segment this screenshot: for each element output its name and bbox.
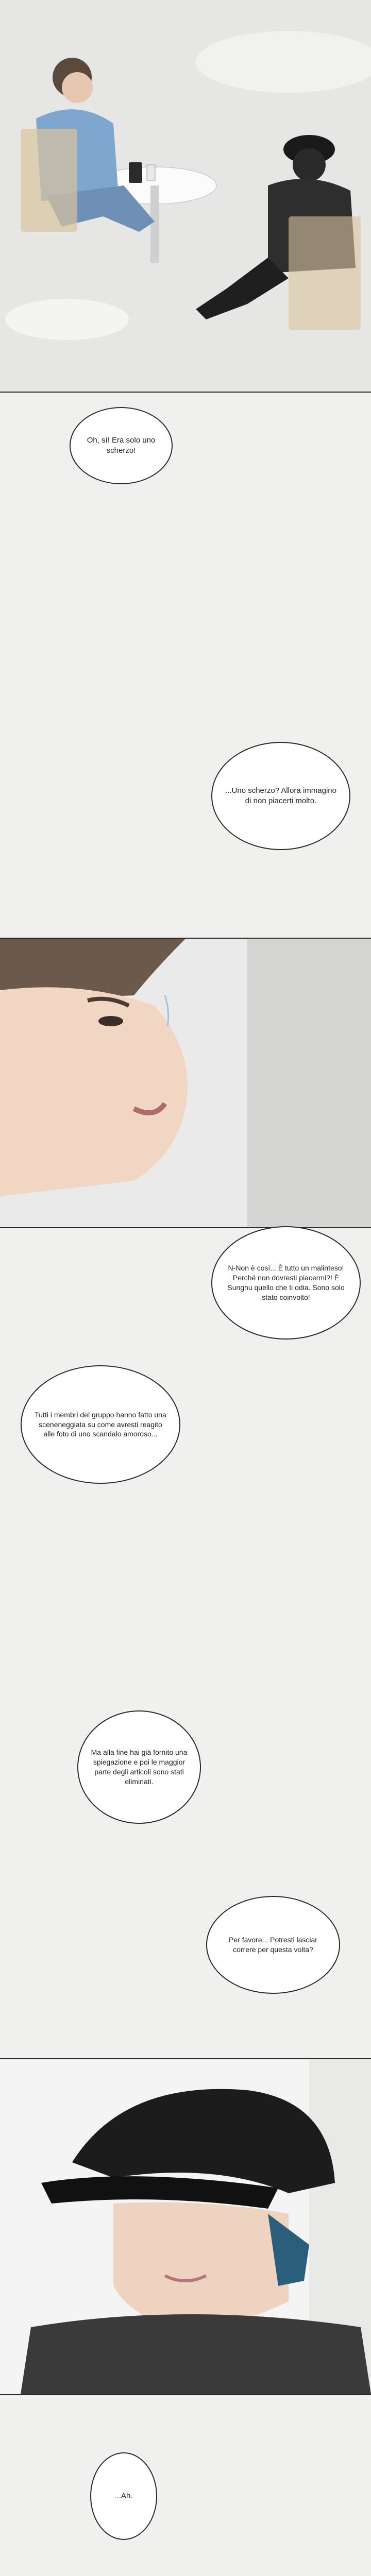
cafe-scene-illustration <box>0 0 371 392</box>
speech-text-3: N-Non è così... È tutto un malinteso! Perché non dovresti piacermi?! È Sunghu quello che ti odia. Sono solo stato coinvolto! <box>227 1264 345 1301</box>
speech-text-6: Per favore... Potresti lasciar correre per questa volta? <box>229 1936 317 1954</box>
panel-cap-person <box>0 2058 371 2395</box>
speech-text-7: ...Ah. <box>114 2491 133 2500</box>
speech-text-1: Oh, sì! Era solo uno scherzo! <box>87 435 156 455</box>
speech-text-5: Ma alla fine hai già fornito una spiegazione e poi le maggior parte degli articoli sono stati eliminati. <box>91 1748 188 1786</box>
cap-person-illustration <box>0 2059 371 2394</box>
panel-closeup-face <box>0 938 371 1228</box>
speech-bubble-5 <box>77 1710 201 1824</box>
panel-cafe-top <box>0 0 371 392</box>
speech-bubble-1 <box>70 407 173 484</box>
panel-border <box>0 392 371 393</box>
speech-bubble-6 <box>206 1896 340 1994</box>
speech-text-4: Tutti i membri del gruppo hanno fatto una sceneneggiata su come avresti reagito alle foto di uno scandalo amoroso... <box>35 1410 166 1438</box>
speech-text-2: ...Uno scherzo? Allora immagino di non piacerti molto. <box>225 786 336 805</box>
speech-bubble-3 <box>211 1226 361 1340</box>
speech-bubble-2 <box>211 742 350 850</box>
speech-bubble-7 <box>90 2452 157 2540</box>
speech-bubble-4 <box>21 1365 180 1484</box>
closeup-face-illustration <box>0 939 371 1227</box>
